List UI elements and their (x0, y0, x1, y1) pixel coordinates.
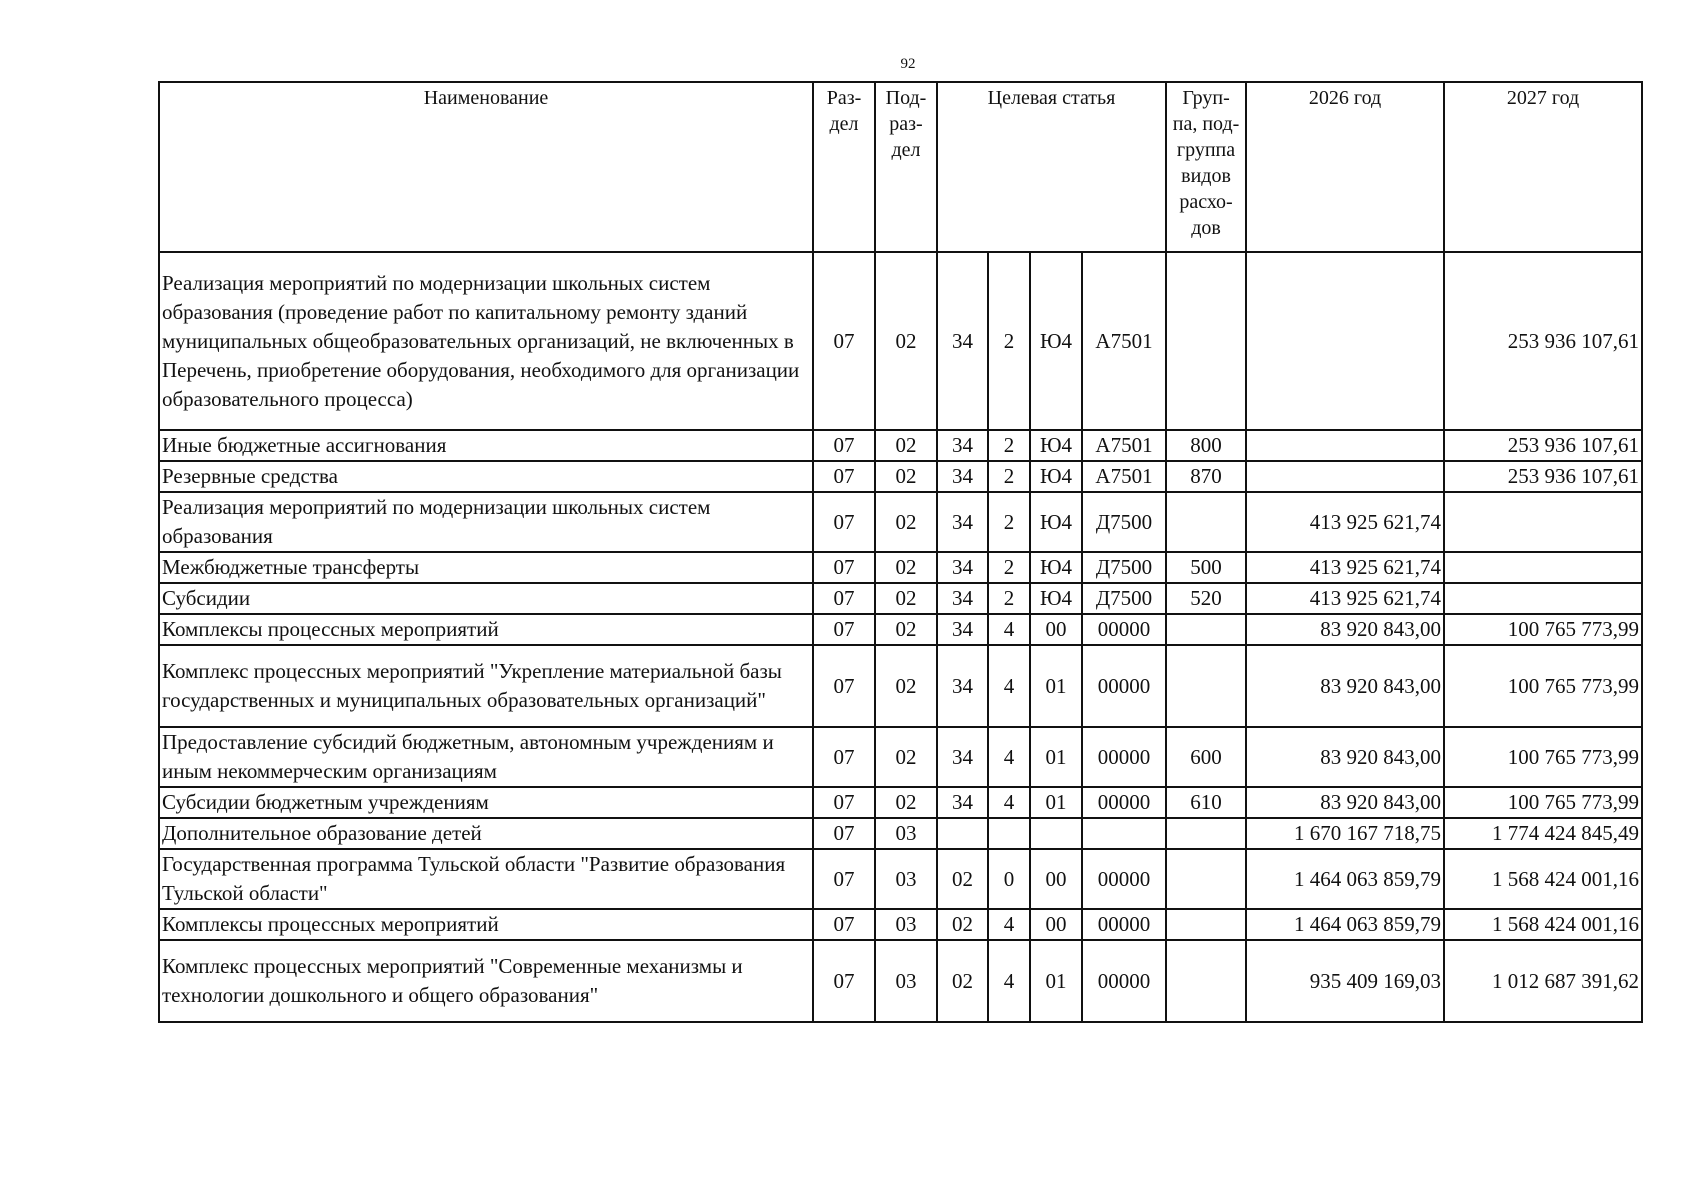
row-podrazdel: 02 (875, 583, 937, 614)
row-razdel: 07 (813, 909, 875, 940)
row-amount-2027: 100 765 773,99 (1444, 727, 1642, 787)
row-celevaya-1: 34 (937, 645, 988, 727)
row-celevaya-1: 34 (937, 614, 988, 645)
row-amount-2026: 1 670 167 718,75 (1246, 818, 1444, 849)
row-celevaya-2: 2 (988, 430, 1030, 461)
row-gruppa (1166, 645, 1246, 727)
row-celevaya-4: 00000 (1082, 645, 1166, 727)
row-name: Реализация мероприятий по модернизации школьных систем образования (проведение работ по капитальному ремонту зданий муниципальных общеобразовательных организаций, не включенных в Перечень, приобретение оборудования, необходимого для организации образовательного процесса) (159, 252, 813, 430)
header-podrazdel: Под- раз- дел (875, 82, 937, 252)
row-amount-2026: 413 925 621,74 (1246, 492, 1444, 552)
header-celevaya-statya: Целевая статья (937, 82, 1166, 252)
row-razdel: 07 (813, 940, 875, 1022)
row-amount-2027 (1444, 552, 1642, 583)
row-amount-2027: 100 765 773,99 (1444, 787, 1642, 818)
row-amount-2026: 1 464 063 859,79 (1246, 909, 1444, 940)
table-row (159, 818, 1642, 849)
row-celevaya-4: 00000 (1082, 614, 1166, 645)
row-amount-2027: 1 568 424 001,16 (1444, 909, 1642, 940)
row-amount-2027: 253 936 107,61 (1444, 430, 1642, 461)
row-celevaya-4: Д7500 (1082, 492, 1166, 552)
row-razdel: 07 (813, 492, 875, 552)
row-name: Иные бюджетные ассигнования (159, 430, 813, 461)
row-podrazdel: 03 (875, 849, 937, 909)
row-celevaya-4: 00000 (1082, 787, 1166, 818)
header-2027: 2027 год (1444, 82, 1642, 252)
header-row (159, 82, 1642, 252)
row-celevaya-1: 02 (937, 909, 988, 940)
row-name: Субсидии бюджетным учреждениям (159, 787, 813, 818)
row-gruppa (1166, 818, 1246, 849)
row-celevaya-2: 2 (988, 583, 1030, 614)
row-razdel: 07 (813, 645, 875, 727)
row-celevaya-1: 34 (937, 430, 988, 461)
row-celevaya-3: 00 (1030, 909, 1082, 940)
row-razdel: 07 (813, 787, 875, 818)
row-amount-2027: 1 568 424 001,16 (1444, 849, 1642, 909)
row-amount-2026: 1 464 063 859,79 (1246, 849, 1444, 909)
row-celevaya-1: 34 (937, 727, 988, 787)
row-amount-2026: 413 925 621,74 (1246, 552, 1444, 583)
row-celevaya-3: Ю4 (1030, 252, 1082, 430)
row-razdel: 07 (813, 552, 875, 583)
row-celevaya-2: 4 (988, 645, 1030, 727)
row-name: Комплексы процессных мероприятий (159, 614, 813, 645)
row-gruppa: 500 (1166, 552, 1246, 583)
row-podrazdel: 03 (875, 818, 937, 849)
row-celevaya-1 (937, 818, 988, 849)
row-amount-2027: 1 774 424 845,49 (1444, 818, 1642, 849)
row-celevaya-3: 01 (1030, 940, 1082, 1022)
row-celevaya-1: 34 (937, 787, 988, 818)
row-name: Предоставление субсидий бюджетным, автономным учреждениям и иным некоммерческим организациям (159, 727, 813, 787)
row-celevaya-4: А7501 (1082, 252, 1166, 430)
table-row (159, 552, 1642, 583)
row-razdel: 07 (813, 727, 875, 787)
row-celevaya-2: 2 (988, 252, 1030, 430)
row-celevaya-3: 01 (1030, 727, 1082, 787)
row-celevaya-3: 01 (1030, 645, 1082, 727)
row-gruppa (1166, 940, 1246, 1022)
row-name: Комплекс процессных мероприятий "Укрепление материальной базы государственных и муниципальных образовательных организаций" (159, 645, 813, 727)
table-row (159, 787, 1642, 818)
header-name: Наименование (159, 82, 813, 252)
row-name: Реализация мероприятий по модернизации школьных систем образования (159, 492, 813, 552)
table-row (159, 849, 1642, 909)
row-gruppa: 600 (1166, 727, 1246, 787)
row-celevaya-2: 4 (988, 727, 1030, 787)
row-celevaya-2 (988, 818, 1030, 849)
row-razdel: 07 (813, 583, 875, 614)
row-amount-2026 (1246, 430, 1444, 461)
row-celevaya-2: 4 (988, 614, 1030, 645)
table-row (159, 940, 1642, 1022)
row-celevaya-3: Ю4 (1030, 492, 1082, 552)
row-celevaya-4: А7501 (1082, 461, 1166, 492)
table-row (159, 583, 1642, 614)
row-amount-2027: 253 936 107,61 (1444, 461, 1642, 492)
row-gruppa: 520 (1166, 583, 1246, 614)
row-amount-2027 (1444, 492, 1642, 552)
row-celevaya-2: 0 (988, 849, 1030, 909)
row-amount-2026: 83 920 843,00 (1246, 645, 1444, 727)
table-row (159, 727, 1642, 787)
row-celevaya-3: 00 (1030, 849, 1082, 909)
row-amount-2027: 100 765 773,99 (1444, 614, 1642, 645)
row-celevaya-4: Д7500 (1082, 552, 1166, 583)
row-celevaya-3: 01 (1030, 787, 1082, 818)
row-celevaya-3 (1030, 818, 1082, 849)
row-celevaya-4: 00000 (1082, 909, 1166, 940)
row-name: Межбюджетные трансферты (159, 552, 813, 583)
page-number: 92 (900, 56, 916, 72)
row-podrazdel: 02 (875, 727, 937, 787)
row-celevaya-4: А7501 (1082, 430, 1166, 461)
row-razdel: 07 (813, 849, 875, 909)
row-name: Субсидии (159, 583, 813, 614)
row-gruppa: 870 (1166, 461, 1246, 492)
row-podrazdel: 03 (875, 940, 937, 1022)
row-celevaya-1: 02 (937, 940, 988, 1022)
row-podrazdel: 02 (875, 787, 937, 818)
row-razdel: 07 (813, 461, 875, 492)
row-gruppa (1166, 252, 1246, 430)
table-row (159, 461, 1642, 492)
table-body (159, 252, 1642, 1022)
row-podrazdel: 03 (875, 909, 937, 940)
row-razdel: 07 (813, 818, 875, 849)
row-celevaya-2: 4 (988, 940, 1030, 1022)
table-row (159, 492, 1642, 552)
row-celevaya-1: 34 (937, 492, 988, 552)
row-celevaya-1: 34 (937, 252, 988, 430)
row-podrazdel: 02 (875, 645, 937, 727)
row-name: Государственная программа Тульской области "Развитие образования Тульской области" (159, 849, 813, 909)
row-celevaya-2: 2 (988, 492, 1030, 552)
header-razdel: Раз- дел (813, 82, 875, 252)
row-amount-2027: 1 012 687 391,62 (1444, 940, 1642, 1022)
row-amount-2026 (1246, 252, 1444, 430)
row-gruppa (1166, 909, 1246, 940)
row-celevaya-4: 00000 (1082, 940, 1166, 1022)
row-celevaya-2: 2 (988, 461, 1030, 492)
row-razdel: 07 (813, 252, 875, 430)
row-amount-2026: 935 409 169,03 (1246, 940, 1444, 1022)
row-name: Комплекс процессных мероприятий "Современные механизмы и технологии дошкольного и общего образования" (159, 940, 813, 1022)
header-gruppa: Груп- па, под- группа видов расхо- дов (1166, 82, 1246, 252)
row-name: Резервные средства (159, 461, 813, 492)
row-celevaya-4 (1082, 818, 1166, 849)
table-row (159, 614, 1642, 645)
table-row (159, 430, 1642, 461)
table-row (159, 909, 1642, 940)
table-row (159, 252, 1642, 430)
row-celevaya-1: 34 (937, 583, 988, 614)
row-name: Дополнительное образование детей (159, 818, 813, 849)
row-podrazdel: 02 (875, 614, 937, 645)
row-podrazdel: 02 (875, 492, 937, 552)
row-amount-2027: 100 765 773,99 (1444, 645, 1642, 727)
row-celevaya-4: 00000 (1082, 727, 1166, 787)
row-celevaya-2: 4 (988, 787, 1030, 818)
row-celevaya-3: 00 (1030, 614, 1082, 645)
row-razdel: 07 (813, 614, 875, 645)
table-row (159, 645, 1642, 727)
row-celevaya-2: 4 (988, 909, 1030, 940)
row-razdel: 07 (813, 430, 875, 461)
row-celevaya-1: 02 (937, 849, 988, 909)
row-gruppa: 800 (1166, 430, 1246, 461)
row-celevaya-4: 00000 (1082, 849, 1166, 909)
row-amount-2026: 83 920 843,00 (1246, 727, 1444, 787)
row-celevaya-1: 34 (937, 461, 988, 492)
row-celevaya-4: Д7500 (1082, 583, 1166, 614)
row-amount-2026: 83 920 843,00 (1246, 614, 1444, 645)
row-celevaya-3: Ю4 (1030, 430, 1082, 461)
header-2026: 2026 год (1246, 82, 1444, 252)
row-celevaya-2: 2 (988, 552, 1030, 583)
row-celevaya-3: Ю4 (1030, 552, 1082, 583)
row-celevaya-3: Ю4 (1030, 461, 1082, 492)
row-amount-2026 (1246, 461, 1444, 492)
row-amount-2026: 83 920 843,00 (1246, 787, 1444, 818)
row-podrazdel: 02 (875, 430, 937, 461)
row-celevaya-1: 34 (937, 552, 988, 583)
row-gruppa: 610 (1166, 787, 1246, 818)
row-amount-2027: 253 936 107,61 (1444, 252, 1642, 430)
row-amount-2027 (1444, 583, 1642, 614)
row-podrazdel: 02 (875, 461, 937, 492)
row-celevaya-3: Ю4 (1030, 583, 1082, 614)
row-amount-2026: 413 925 621,74 (1246, 583, 1444, 614)
row-podrazdel: 02 (875, 552, 937, 583)
row-gruppa (1166, 614, 1246, 645)
budget-table (158, 81, 1643, 1023)
row-gruppa (1166, 849, 1246, 909)
row-gruppa (1166, 492, 1246, 552)
row-podrazdel: 02 (875, 252, 937, 430)
row-name: Комплексы процессных мероприятий (159, 909, 813, 940)
